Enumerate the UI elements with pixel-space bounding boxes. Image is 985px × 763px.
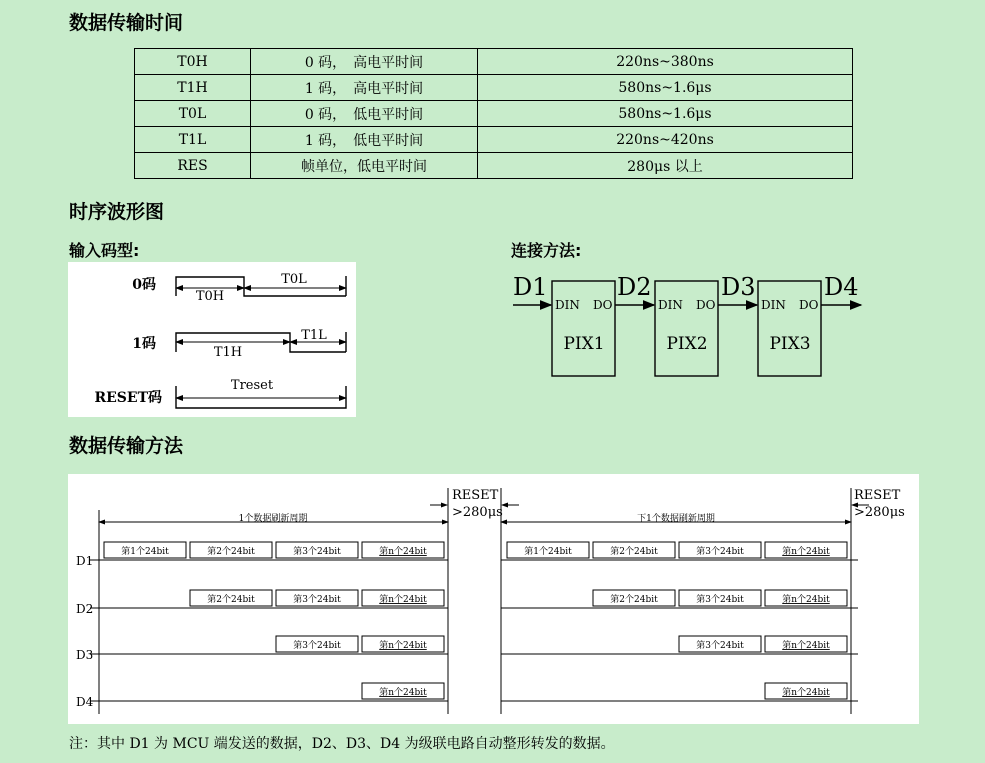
heading-connection: 连接方法: [511, 241, 582, 260]
reset-time-1: >280μs [452, 505, 503, 520]
bit-label: 第2个24bit [610, 547, 658, 557]
bit-label: 第3个24bit [293, 547, 341, 557]
pix2-do: DO [696, 298, 716, 312]
timing-code-cell: T0H [135, 49, 251, 75]
reset-label-1: RESET [452, 488, 499, 503]
bit-label: 第n个24bit [379, 688, 427, 698]
heading-input-code: 输入码型: [69, 241, 140, 260]
pix1-box [552, 281, 615, 376]
footnote: 注：其中 D1 为 MCU 端发送的数据，D2、D3、D4 为级联电路自动整形转发的数据。 [69, 736, 615, 752]
timing-value-cell: 220ns~380ns [478, 49, 853, 75]
period-label-2: 下1个数据刷新周期 [637, 514, 715, 524]
pix1-do: DO [593, 298, 613, 312]
pix3-label: PIX3 [769, 334, 811, 354]
line-label: D3 [76, 648, 94, 662]
reset-time-2: >280μs [854, 505, 905, 520]
t0l-label: T0L [281, 272, 307, 287]
bit-label: 第n个24bit [782, 688, 830, 698]
timing-value-cell: 280μs 以上 [478, 153, 853, 179]
bit-label: 第n个24bit [782, 641, 830, 651]
pix2-din: DIN [658, 298, 683, 312]
line-label: D2 [76, 602, 94, 616]
timing-row [135, 49, 853, 75]
pix2-box [655, 281, 718, 376]
timing-value-cell: 220ns~420ns [478, 127, 853, 153]
pix1-label: PIX1 [563, 334, 605, 354]
timing-value-cell: 580ns~1.6μs [478, 75, 853, 101]
timing-row [135, 153, 853, 179]
pix3-do: DO [799, 298, 819, 312]
bit-label: 第2个24bit [207, 595, 255, 605]
pix2-label: PIX2 [666, 334, 708, 354]
timing-code-cell: T1L [135, 127, 251, 153]
reset-label-2: RESET [854, 488, 901, 503]
bit-label: 第3个24bit [696, 595, 744, 605]
timing-desc-cell: 0 码， 低电平时间 [251, 101, 478, 127]
period-label-1: 1个数据刷新周期 [238, 514, 308, 524]
timing-desc-cell: 帧单位，低电平时间 [251, 153, 478, 179]
connection-diagram [505, 268, 875, 383]
bit-label: 第n个24bit [379, 641, 427, 651]
timing-row [135, 127, 853, 153]
line-label: D1 [76, 554, 94, 568]
bit-label: 第2个24bit [207, 547, 255, 557]
node-d2: D2 [617, 273, 652, 301]
heading-timing: 数据传输时间 [69, 12, 184, 34]
code-diagram-svg [68, 262, 356, 417]
bit-label: 第n个24bit [782, 595, 830, 605]
transfer-rows [76, 542, 858, 709]
zero-code-label: 0码 [132, 277, 156, 293]
pix3-din: DIN [761, 298, 786, 312]
bit-label: 第2个24bit [610, 595, 658, 605]
timing-desc-cell: 1 码， 高电平时间 [251, 75, 478, 101]
timing-table [134, 48, 853, 179]
node-d1: D1 [513, 273, 548, 301]
node-d3: D3 [721, 273, 756, 301]
code-diagram [68, 262, 356, 417]
heading-waveform: 时序波形图 [69, 201, 165, 223]
reset-code-label: RESET码 [94, 390, 162, 406]
pix1-din: DIN [555, 298, 580, 312]
bit-label: 第n个24bit [379, 595, 427, 605]
transfer-diagram-svg [68, 474, 919, 724]
bit-label: 第1个24bit [524, 547, 572, 557]
heading-transfer: 数据传输方法 [69, 435, 184, 457]
t1h-label: T1H [213, 345, 243, 360]
timing-desc-cell: 1 码， 低电平时间 [251, 127, 478, 153]
bit-label: 第n个24bit [782, 547, 830, 557]
one-code-label: 1码 [132, 336, 156, 352]
timing-row [135, 101, 853, 127]
timing-desc-cell: 0 码， 高电平时间 [251, 49, 478, 75]
timing-code-cell: T1H [135, 75, 251, 101]
bit-label: 第3个24bit [696, 641, 744, 651]
t1l-label: T1L [301, 328, 327, 343]
bit-label: 第3个24bit [293, 641, 341, 651]
node-d4: D4 [824, 273, 859, 301]
treset-label: Treset [230, 378, 274, 393]
bit-label: 第3个24bit [696, 547, 744, 557]
transfer-diagram [68, 474, 919, 724]
bit-label: 第3个24bit [293, 595, 341, 605]
t0h-label: T0H [195, 289, 225, 304]
timing-row [135, 75, 853, 101]
bit-label: 第n个24bit [379, 547, 427, 557]
timing-code-cell: RES [135, 153, 251, 179]
line-label: D4 [76, 695, 94, 709]
pix3-box [758, 281, 821, 376]
timing-code-cell: T0L [135, 101, 251, 127]
timing-value-cell: 580ns~1.6μs [478, 101, 853, 127]
bit-label: 第1个24bit [121, 547, 169, 557]
